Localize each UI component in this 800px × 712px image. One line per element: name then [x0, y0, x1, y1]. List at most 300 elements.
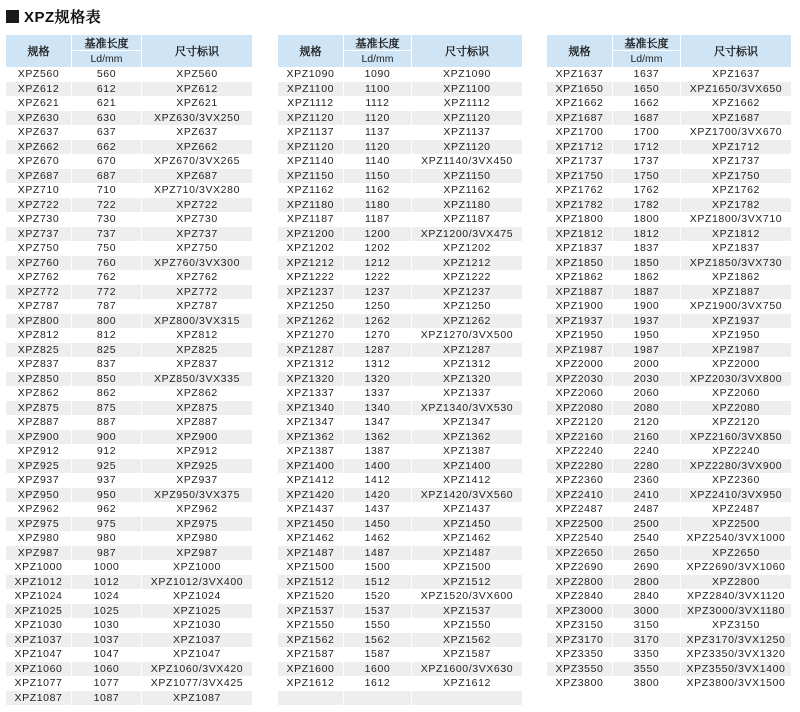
header-mark: 尺寸标识 [445, 46, 489, 58]
cell-spec: XPZ1162 [278, 183, 344, 198]
cell-length: 630 [72, 111, 142, 126]
cell-mark: XPZ800/3VX315 [153, 314, 241, 327]
cell-mark: XPZ812 [176, 329, 218, 341]
cell-mark: XPZ2540/3VX1000 [686, 532, 786, 544]
cell-mark: XPZ1420/3VX560 [420, 488, 514, 501]
cell-length: 2280 [613, 459, 681, 474]
cell-spec: XPZ1687 [547, 111, 613, 126]
cell-spec: XPZ800 [6, 314, 72, 329]
table-row [547, 343, 791, 358]
cell-spec: XPZ1487 [278, 546, 344, 561]
cell-length: 1587 [344, 647, 412, 662]
cell-spec: XPZ3150 [547, 618, 613, 633]
cell-spec: XPZ1090 [278, 67, 344, 82]
cell-spec: XPZ812 [6, 328, 72, 343]
cell-mark: XPZ1587 [443, 648, 491, 660]
cell-spec: XPZ1362 [278, 430, 344, 445]
cell-spec: XPZ1420 [278, 488, 344, 503]
table-row [6, 676, 252, 691]
cell-length: 762 [72, 270, 142, 285]
cell-mark: XPZ1000 [173, 561, 221, 573]
table-row [547, 314, 791, 329]
cell-length: 1077 [72, 676, 142, 691]
table-row [278, 198, 522, 213]
cell-length: 1437 [344, 502, 412, 517]
cell-length: 2540 [613, 531, 681, 546]
cell-spec: XPZ1250 [278, 299, 344, 314]
table-row [278, 212, 522, 227]
cell-mark: XPZ1200/3VX475 [420, 227, 514, 240]
table-row [547, 67, 791, 82]
cell-length: 2160 [613, 430, 681, 445]
cell-mark: XPZ1140/3VX450 [421, 155, 513, 167]
table-row [278, 140, 522, 155]
cell-spec: XPZ737 [6, 227, 72, 242]
cell-mark: XPZ670/3VX265 [153, 155, 241, 167]
cell-mark [412, 691, 522, 706]
table-row [278, 618, 522, 633]
cell-spec: XPZ760 [6, 256, 72, 271]
cell-length: 1850 [613, 256, 681, 271]
header-spec: 规格 [278, 35, 344, 67]
cell-length: 637 [72, 125, 142, 140]
cell-spec: XPZ1812 [547, 227, 613, 242]
cell-mark: XPZ1387 [443, 445, 491, 457]
cell-mark: XPZ2280/3VX900 [689, 459, 783, 472]
cell-spec: XPZ1340 [278, 401, 344, 416]
cell-length: 1950 [613, 328, 681, 343]
cell-spec [278, 691, 344, 706]
cell-length: 722 [72, 198, 142, 213]
table-row [278, 531, 522, 546]
cell-mark: XPZ825 [176, 343, 218, 356]
cell-spec: XPZ1937 [547, 314, 613, 329]
table-row [547, 488, 791, 503]
table-row [547, 531, 791, 546]
header-spec: 规格 [6, 35, 72, 67]
cell-mark: XPZ887 [176, 416, 218, 428]
table-row [547, 575, 791, 590]
table-row [6, 459, 252, 474]
cell-mark: XPZ1550 [443, 619, 491, 631]
cell-spec: XPZ980 [6, 531, 72, 546]
cell-spec: XPZ762 [6, 270, 72, 285]
cell-length: 1312 [344, 357, 412, 372]
cell-spec: XPZ2840 [547, 589, 613, 604]
cell-spec: XPZ1537 [278, 604, 344, 619]
table-row [278, 343, 522, 358]
table-row [6, 560, 252, 575]
cell-mark: XPZ1090 [443, 68, 491, 80]
table-row [547, 256, 791, 271]
cell-length: 2800 [613, 575, 681, 590]
cell-spec: XPZ2487 [547, 502, 613, 517]
cell-spec: XPZ1512 [278, 575, 344, 590]
table-row [6, 517, 252, 532]
cell-spec: XPZ637 [6, 125, 72, 140]
cell-spec: XPZ887 [6, 415, 72, 430]
cell-mark: XPZ1212 [443, 256, 491, 269]
cell-mark: XPZ1487 [443, 546, 491, 559]
cell-mark: XPZ1637 [712, 68, 760, 80]
table-row [6, 662, 252, 677]
cell-length [344, 691, 412, 706]
cell-mark: XPZ730 [176, 213, 218, 225]
cell-spec: XPZ1140 [278, 154, 344, 169]
table-row [278, 111, 522, 126]
cell-length: 912 [72, 444, 142, 459]
table-row [278, 227, 522, 242]
table-row [278, 473, 522, 488]
header-length-unit: Ld/mm [90, 53, 123, 65]
table-row [6, 125, 252, 140]
cell-length: 1347 [344, 415, 412, 430]
table-row [278, 430, 522, 445]
table-row [547, 154, 791, 169]
table-row [278, 154, 522, 169]
cell-mark: XPZ1812 [712, 227, 760, 240]
cell-length: 1400 [344, 459, 412, 474]
page-title: XPZ规格表 [24, 8, 102, 26]
table-header [278, 35, 522, 67]
table-row [278, 647, 522, 662]
cell-spec: XPZ1047 [6, 647, 72, 662]
table-row [547, 270, 791, 285]
cell-spec: XPZ1900 [547, 299, 613, 314]
cell-mark: XPZ1270/3VX500 [420, 329, 514, 341]
table-row [278, 357, 522, 372]
table-row [6, 357, 252, 372]
table-row [6, 82, 252, 97]
cell-spec: XPZ1120 [278, 111, 344, 126]
table-row [6, 328, 252, 343]
cell-mark: XPZ760/3VX300 [153, 256, 241, 269]
cell-spec: XPZ1562 [278, 633, 344, 648]
cell-mark: XPZ1320 [443, 372, 491, 385]
cell-length: 1462 [344, 531, 412, 546]
table-row [278, 415, 522, 430]
cell-mark: XPZ3150 [712, 619, 760, 631]
cell-spec: XPZ1637 [547, 67, 613, 82]
cell-spec: XPZ1120 [278, 140, 344, 155]
cell-spec: XPZ2650 [547, 546, 613, 561]
spec-table-2 [278, 35, 522, 705]
cell-spec: XPZ1500 [278, 560, 344, 575]
table-header [547, 35, 791, 67]
cell-mark: XPZ900 [176, 430, 218, 443]
cell-mark: XPZ772 [176, 285, 218, 298]
cell-spec: XPZ937 [6, 473, 72, 488]
table-row [6, 575, 252, 590]
table-row [6, 531, 252, 546]
cell-mark: XPZ1700/3VX670 [689, 126, 783, 138]
cell-mark: XPZ1077/3VX425 [150, 677, 244, 689]
cell-spec: XPZ987 [6, 546, 72, 561]
cell-length: 1120 [344, 111, 412, 126]
cell-spec: XPZ1762 [547, 183, 613, 198]
cell-length: 1237 [344, 285, 412, 300]
table-row [6, 488, 252, 503]
cell-length: 900 [72, 430, 142, 445]
cell-length: 1087 [72, 691, 142, 706]
cell-length: 925 [72, 459, 142, 474]
table-row [6, 198, 252, 213]
cell-mark: XPZ1025 [173, 604, 221, 617]
cell-spec: XPZ3000 [547, 604, 613, 619]
table-row [278, 183, 522, 198]
cell-mark: XPZ2410/3VX950 [689, 488, 783, 501]
cell-mark: XPZ1687 [712, 111, 760, 124]
cell-spec: XPZ975 [6, 517, 72, 532]
table-row [6, 473, 252, 488]
cell-spec: XPZ1087 [6, 691, 72, 706]
cell-length: 1420 [344, 488, 412, 503]
cell-mark: XPZ1362 [443, 430, 491, 443]
table-header [6, 35, 252, 67]
cell-mark: XPZ1450 [443, 517, 491, 530]
cell-spec: XPZ1187 [278, 212, 344, 227]
cell-length: 1090 [344, 67, 412, 82]
cell-spec: XPZ2000 [547, 357, 613, 372]
cell-mark: XPZ710/3VX280 [153, 184, 241, 196]
cell-spec: XPZ560 [6, 67, 72, 82]
cell-length: 1012 [72, 575, 142, 590]
cell-mark: XPZ1347 [443, 416, 491, 428]
cell-spec: XPZ1100 [278, 82, 344, 97]
cell-mark: XPZ1340/3VX530 [420, 401, 514, 414]
cell-spec: XPZ2060 [547, 386, 613, 401]
cell-length: 1340 [344, 401, 412, 416]
cell-mark: XPZ2650 [712, 546, 760, 559]
cell-spec: XPZ862 [6, 386, 72, 401]
cell-length: 687 [72, 169, 142, 184]
table-row [278, 241, 522, 256]
cell-spec: XPZ1612 [278, 676, 344, 691]
table-row [278, 82, 522, 97]
table-row [547, 169, 791, 184]
cell-mark: XPZ1120 [443, 111, 491, 124]
cell-length: 1037 [72, 633, 142, 648]
cell-length: 2240 [613, 444, 681, 459]
cell-length: 1412 [344, 473, 412, 488]
cell-spec: XPZ2500 [547, 517, 613, 532]
cell-spec: XPZ1750 [547, 169, 613, 184]
cell-mark: XPZ1120 [443, 140, 491, 153]
cell-length: 2487 [613, 502, 681, 517]
spec-table-3 [547, 35, 791, 691]
header-length-label: 基准长度 [613, 35, 680, 51]
cell-length: 1222 [344, 270, 412, 285]
cell-spec: XPZ1662 [547, 96, 613, 111]
cell-spec: XPZ1400 [278, 459, 344, 474]
cell-mark: XPZ2360 [712, 474, 760, 486]
cell-length: 1024 [72, 589, 142, 604]
cell-spec: XPZ1150 [278, 169, 344, 184]
cell-spec: XPZ621 [6, 96, 72, 111]
cell-spec: XPZ1287 [278, 343, 344, 358]
cell-length: 800 [72, 314, 142, 329]
cell-mark: XPZ912 [176, 445, 218, 457]
cell-spec: XPZ1800 [547, 212, 613, 227]
header-length-unit: Ld/mm [630, 53, 663, 65]
cell-mark: XPZ937 [176, 474, 218, 486]
cell-mark: XPZ862 [176, 387, 218, 399]
table-row [278, 546, 522, 561]
table-row [6, 256, 252, 271]
table-row [278, 314, 522, 329]
table-row [547, 198, 791, 213]
cell-length: 1782 [613, 198, 681, 213]
header-length-label: 基准长度 [72, 35, 141, 51]
cell-spec: XPZ3350 [547, 647, 613, 662]
table-row [278, 125, 522, 140]
cell-mark: XPZ1180 [443, 198, 491, 211]
cell-length: 1612 [344, 676, 412, 691]
table-row [6, 691, 252, 706]
cell-spec: XPZ1887 [547, 285, 613, 300]
cell-length: 975 [72, 517, 142, 532]
cell-mark: XPZ722 [176, 198, 218, 211]
cell-spec: XPZ1060 [6, 662, 72, 677]
cell-mark: XPZ1737 [712, 155, 760, 167]
table-row [278, 285, 522, 300]
cell-spec: XPZ1550 [278, 618, 344, 633]
table-row [547, 430, 791, 445]
cell-length: 1450 [344, 517, 412, 532]
title-square-icon [6, 10, 19, 23]
cell-length: 2120 [613, 415, 681, 430]
cell-mark: XPZ787 [176, 300, 218, 312]
cell-length: 772 [72, 285, 142, 300]
table-row [547, 285, 791, 300]
cell-spec: XPZ1862 [547, 270, 613, 285]
cell-mark: XPZ1650/3VX650 [689, 82, 783, 95]
cell-spec: XPZ2120 [547, 415, 613, 430]
cell-spec: XPZ1237 [278, 285, 344, 300]
table-row [547, 96, 791, 111]
cell-length: 1120 [344, 140, 412, 155]
cell-spec: XPZ687 [6, 169, 72, 184]
cell-spec: XPZ2280 [547, 459, 613, 474]
cell-spec: XPZ1950 [547, 328, 613, 343]
cell-length: 962 [72, 502, 142, 517]
cell-length: 1900 [613, 299, 681, 314]
cell-length: 1750 [613, 169, 681, 184]
cell-mark: XPZ2000 [712, 358, 760, 370]
cell-length: 1387 [344, 444, 412, 459]
cell-mark: XPZ850/3VX335 [153, 372, 241, 385]
cell-spec: XPZ875 [6, 401, 72, 416]
cell-length: 1202 [344, 241, 412, 256]
cell-mark: XPZ1437 [443, 503, 491, 515]
table-row [547, 183, 791, 198]
table-row [278, 560, 522, 575]
cell-length: 760 [72, 256, 142, 271]
table-row [547, 357, 791, 372]
cell-spec: XPZ1600 [278, 662, 344, 677]
cell-spec: XPZ1212 [278, 256, 344, 271]
cell-spec: XPZ1712 [547, 140, 613, 155]
cell-mark: XPZ2030/3VX800 [689, 372, 783, 385]
cell-mark: XPZ637 [176, 126, 218, 138]
cell-spec: XPZ612 [6, 82, 72, 97]
table-row [547, 328, 791, 343]
table-row [6, 67, 252, 82]
table-row [6, 401, 252, 416]
header-length [344, 35, 412, 67]
cell-length: 1025 [72, 604, 142, 619]
cell-spec: XPZ1112 [278, 96, 344, 111]
cell-spec: XPZ1837 [547, 241, 613, 256]
table-row [6, 212, 252, 227]
table-row [6, 96, 252, 111]
cell-mark: XPZ630/3VX250 [153, 111, 241, 124]
cell-length: 1262 [344, 314, 412, 329]
table-row [6, 546, 252, 561]
header-length [613, 35, 681, 67]
cell-length: 3350 [613, 647, 681, 662]
cell-length: 1140 [344, 154, 412, 169]
cell-mark: XPZ2690/3VX1060 [686, 561, 786, 573]
cell-length: 1270 [344, 328, 412, 343]
table-row [547, 633, 791, 648]
cell-mark: XPZ2080 [712, 401, 760, 414]
table-row [547, 415, 791, 430]
cell-length: 1200 [344, 227, 412, 242]
cell-mark: XPZ1782 [712, 198, 760, 211]
cell-mark: XPZ1662 [712, 97, 760, 109]
cell-length: 1030 [72, 618, 142, 633]
table-row [6, 589, 252, 604]
cell-spec: XPZ1312 [278, 357, 344, 372]
cell-spec: XPZ2410 [547, 488, 613, 503]
cell-spec: XPZ1412 [278, 473, 344, 488]
table-row [547, 299, 791, 314]
table-row [278, 299, 522, 314]
cell-mark: XPZ1900/3VX750 [689, 300, 783, 312]
cell-spec: XPZ912 [6, 444, 72, 459]
cell-length: 3000 [613, 604, 681, 619]
table-row [6, 372, 252, 387]
cell-length: 1150 [344, 169, 412, 184]
cell-mark: XPZ1337 [443, 387, 491, 399]
cell-length: 1512 [344, 575, 412, 590]
cell-mark: XPZ2487 [712, 503, 760, 515]
cell-mark: XPZ1800/3VX710 [689, 213, 783, 225]
cell-length: 1650 [613, 82, 681, 97]
cell-length: 1337 [344, 386, 412, 401]
table-row [6, 169, 252, 184]
table-row [6, 241, 252, 256]
table-row [278, 691, 522, 706]
table-row [6, 270, 252, 285]
cell-spec: XPZ1462 [278, 531, 344, 546]
table-row [278, 589, 522, 604]
cell-length: 980 [72, 531, 142, 546]
cell-length: 1100 [344, 82, 412, 97]
cell-mark: XPZ1137 [443, 126, 491, 138]
cell-mark: XPZ837 [176, 358, 218, 370]
cell-mark: XPZ1950 [712, 329, 760, 341]
table-row [6, 154, 252, 169]
cell-length: 3550 [613, 662, 681, 677]
cell-length: 850 [72, 372, 142, 387]
cell-mark: XPZ875 [176, 401, 218, 414]
cell-mark: XPZ3350/3VX1320 [686, 648, 786, 660]
table-row [6, 285, 252, 300]
cell-length: 1562 [344, 633, 412, 648]
cell-spec: XPZ1024 [6, 589, 72, 604]
